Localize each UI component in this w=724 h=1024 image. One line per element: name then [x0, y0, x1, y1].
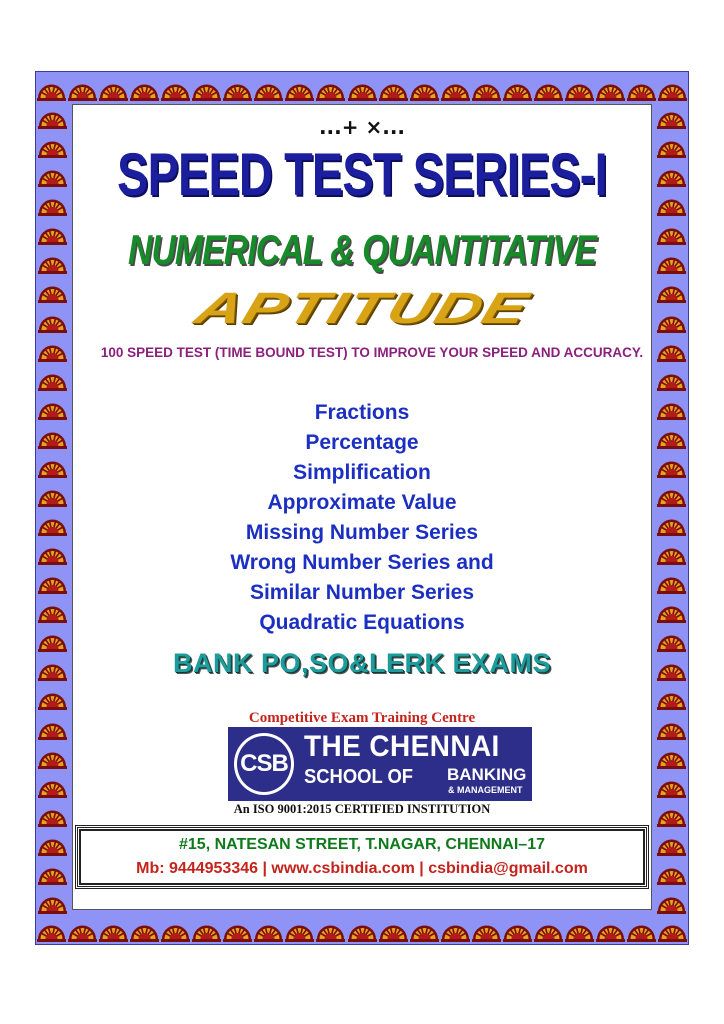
fan-ornament-icon	[626, 914, 657, 943]
math-operators: ...+ ×...	[318, 115, 406, 139]
fan-ornament-icon	[67, 914, 98, 943]
fan-ornament-icon	[656, 334, 687, 363]
address-line: #15, NATESAN STREET, T.NAGAR, CHENNAI–17	[179, 836, 545, 853]
topic-item: Fractions	[314, 401, 410, 424]
fan-ornament-icon	[37, 770, 68, 799]
fan-ornament-icon	[564, 914, 595, 943]
logo-line-3: BANKING	[447, 765, 527, 784]
fan-ornament-icon	[347, 914, 378, 943]
fan-ornament-icon	[129, 914, 160, 943]
fan-ornament-icon	[564, 73, 595, 102]
fan-ornament-icon	[37, 828, 68, 857]
fan-ornament-icon	[502, 914, 533, 943]
fan-ornament-icon	[67, 73, 98, 102]
fan-ornament-icon	[656, 682, 687, 711]
fan-ornament-icon	[657, 73, 688, 102]
fan-ornament-icon	[253, 914, 284, 943]
fan-ornament-icon	[315, 914, 346, 943]
fan-ornament-icon	[656, 246, 687, 275]
fan-ornament-icon	[656, 770, 687, 799]
address-box	[75, 825, 649, 889]
fan-ornament-icon	[440, 914, 471, 943]
topic-item: Similar Number Series	[249, 581, 475, 604]
fan-ornament-icon	[37, 246, 68, 275]
fan-ornament-icon	[37, 159, 68, 188]
fan-ornament-icon	[37, 334, 68, 363]
fan-ornament-icon	[656, 188, 687, 217]
fan-ornament-icon	[222, 914, 253, 943]
fan-ornament-icon	[98, 73, 129, 102]
fan-ornament-icon	[626, 73, 657, 102]
fan-ornament-icon	[440, 73, 471, 102]
topic-item: Percentage	[305, 431, 419, 454]
fan-ornament-icon	[191, 914, 222, 943]
fan-ornament-icon	[129, 73, 160, 102]
fan-ornament-icon	[284, 73, 315, 102]
topic-item: Quadratic Equations	[259, 611, 465, 634]
topic-item: Simplification	[293, 461, 431, 484]
fan-ornament-icon	[533, 73, 564, 102]
intro-text: 100 SPEED TEST (TIME BOUND TEST) TO IMPROVE YOUR SPEED AND ACCURACY.	[100, 345, 644, 360]
fan-ornament-icon	[656, 363, 687, 392]
fan-ornament-icon	[37, 217, 68, 246]
topic-item: Approximate Value	[267, 491, 457, 514]
logo-line-1: THE CHENNAI	[304, 730, 500, 763]
fan-ornament-icon	[36, 914, 67, 943]
fan-ornament-icon	[656, 741, 687, 770]
csb-logo	[228, 727, 532, 801]
iso-certification: An ISO 9001:2015 CERTIFIED INSTITUTION	[233, 802, 491, 816]
fan-ornament-icon	[222, 73, 253, 102]
fan-ornament-icon	[160, 914, 191, 943]
fan-ornament-icon	[595, 73, 626, 102]
training-centre-label: Competitive Exam Training Centre	[248, 710, 476, 726]
topic-item: Wrong Number Series and	[230, 551, 494, 574]
aptitude-wordart: APTITUDE	[189, 284, 536, 333]
fan-ornament-icon	[409, 73, 440, 102]
fan-ornament-icon	[284, 914, 315, 943]
exams-heading: BANK PO,SO&LERK EXAMS	[172, 648, 552, 678]
fan-ornament-icon	[656, 886, 687, 915]
fan-ornament-icon	[37, 886, 68, 915]
csb-emblem: CSB	[234, 733, 294, 795]
fan-ornament-icon	[656, 217, 687, 246]
fan-ornament-icon	[378, 73, 409, 102]
fan-ornament-icon	[595, 914, 626, 943]
fan-ornament-icon	[37, 188, 68, 217]
fan-ornament-icon	[37, 857, 68, 886]
logo-line-4: & MANAGEMENT	[448, 785, 523, 795]
fan-ornament-icon	[409, 914, 440, 943]
fan-ornament-icon	[37, 741, 68, 770]
fan-ornament-icon	[471, 914, 502, 943]
fan-ornament-icon	[656, 828, 687, 857]
contact-line: Mb: 9444953346 | www.csbindia.com | csbindia@gmail.com	[136, 860, 588, 877]
fan-ornament-icon	[37, 363, 68, 392]
fan-ornament-icon	[347, 73, 378, 102]
fan-ornament-icon	[253, 73, 284, 102]
page-subtitle: NUMERICAL & QUANTITATIVE	[128, 226, 596, 273]
fan-ornament-icon	[37, 682, 68, 711]
fan-ornament-icon	[471, 73, 502, 102]
fan-ornament-icon	[191, 73, 222, 102]
fan-ornament-icon	[657, 914, 688, 943]
fan-ornament-icon	[656, 857, 687, 886]
fan-ornament-icon	[315, 73, 346, 102]
page-title: SPEED TEST SERIES-I	[117, 141, 607, 208]
fan-ornament-icon	[160, 73, 191, 102]
logo-line-2: SCHOOL OF	[304, 766, 414, 788]
fan-ornament-icon	[502, 73, 533, 102]
topic-item: Missing Number Series	[245, 521, 479, 544]
fan-ornament-icon	[98, 914, 129, 943]
topic-list	[0, 398, 724, 638]
fan-ornament-icon	[656, 159, 687, 188]
fan-ornament-icon	[533, 914, 564, 943]
fan-ornament-icon	[36, 73, 67, 102]
fan-ornament-icon	[378, 914, 409, 943]
